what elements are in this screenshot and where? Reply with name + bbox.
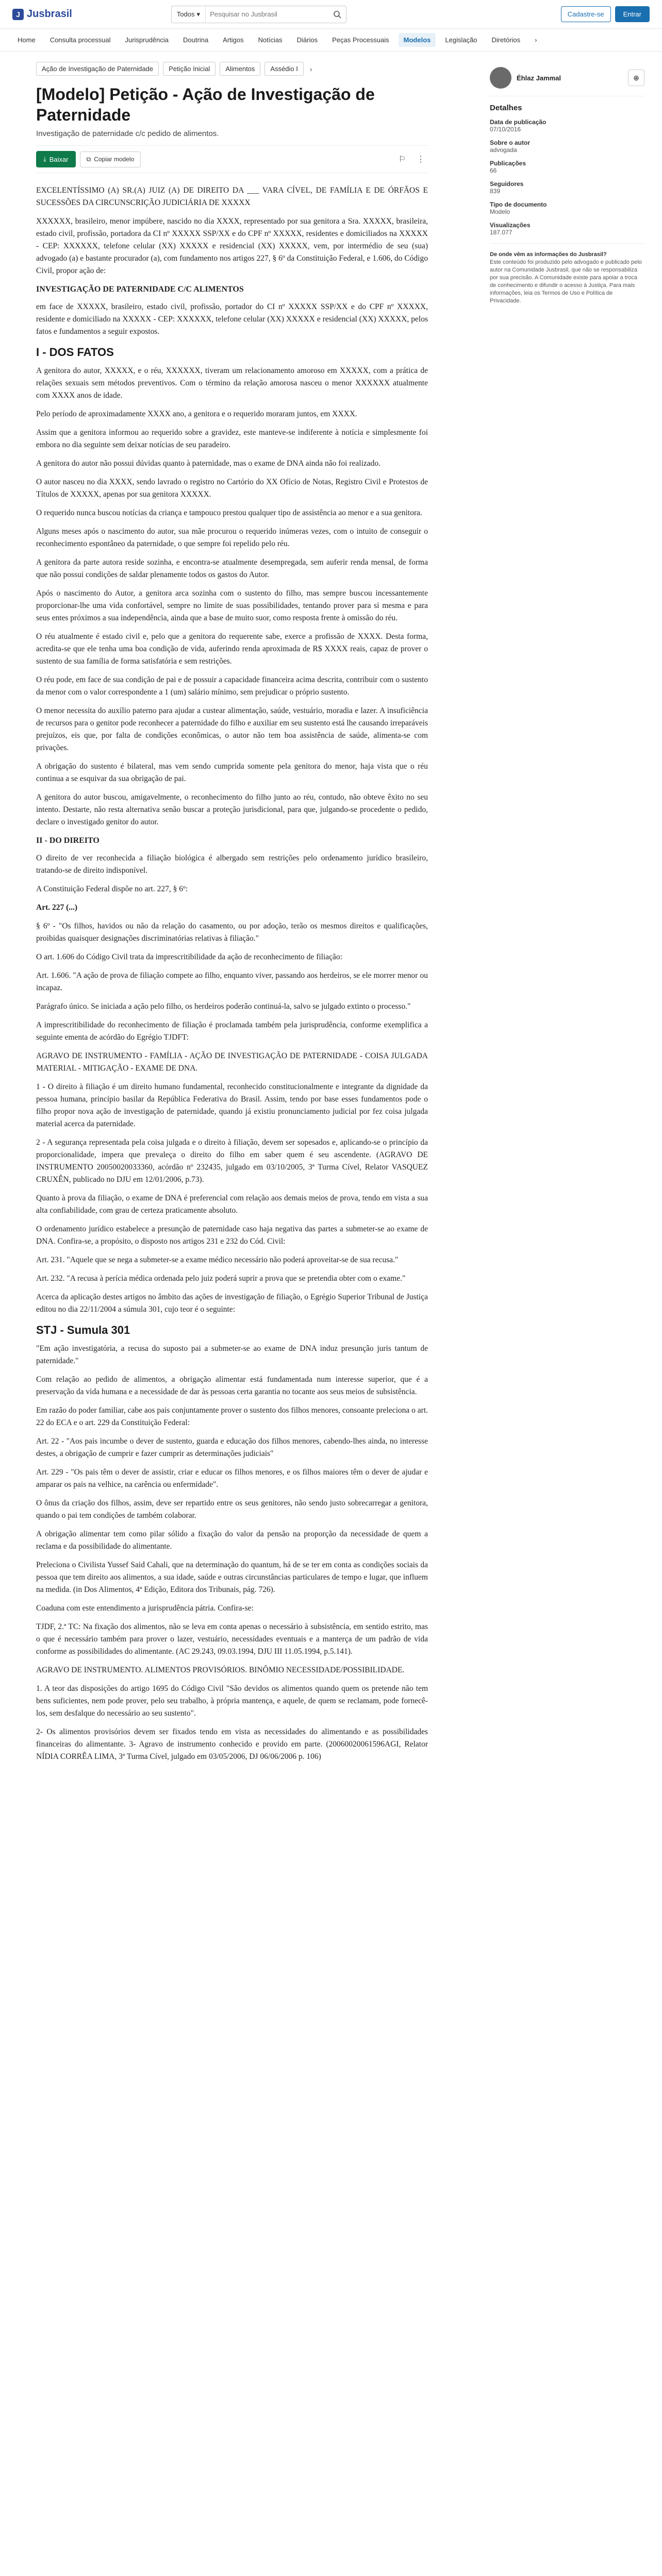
bookmark-icon[interactable]: ⚐ xyxy=(398,155,406,164)
author-card xyxy=(490,67,644,89)
doc-heading: INVESTIGAÇÃO DE PATERNIDADE C/C ALIMENTOS xyxy=(36,285,244,294)
doc-paragraph: Alguns meses após o nascimento do autor, sua mãe procurou o requerido inúmeras vezes, com o intuito de conseguir o reconhecimento espontâneo da paternidade, o que sempre foi repelido pelo réu. xyxy=(36,527,428,548)
download-icon: ⤓ xyxy=(43,155,46,163)
nav-item[interactable]: Notícias xyxy=(258,36,283,44)
doc-paragraph: A genitora da parte autora reside sozinha, e encontra-se atualmente desempregada, sem auferir renda mensal, de forma que não possui condições de saldar plenamente todos os gastos do Autor. xyxy=(36,558,428,579)
brand-name: Jusbrasil xyxy=(27,8,72,20)
doc-paragraph: em face de XXXXX, brasileiro, estado civil, profissão, portador do CI nº XXXXX SSP/XX e do CPF nº XXXXX, residente e domiciliado na XXXXX - CEP: XXXXXX, telefone celular (XX) XXXXX e residencial (XX) XXXXX, pelos fatos e fundamentos a seguir expostos. xyxy=(36,302,428,336)
main-nav xyxy=(0,29,662,52)
detail-label: Data de publicação xyxy=(490,118,547,126)
doc-paragraph: Art. 1.606. "A ação de prova de filiação compete ao filho, enquanto viver, passando aos herdeiros, se ele morrer menor ou incapaz. xyxy=(36,971,428,992)
doc-paragraph: TJDF, 2.ª TC: Na fixação dos alimentos, não se leva em conta apenas o necessário à subsistência, em sentido estrito, mas o que é necessário também para prover o lazer, vestuário, necessidades eventuais e a manterça de um padrão de vida conforme as possibilidades do alimentante. (AC 29.243, 09.03.1994, DJU III 11.05.1994, p.5.141). xyxy=(36,1622,428,1656)
nav-item[interactable]: Modelos xyxy=(399,33,436,47)
doc-paragraph: Quanto à prova da filiação, o exame de DNA é preferencial com relação aos demais meios de prova, tendo em vista a sua alta confiabilidade, com grau de certeza praticamente absoluto. xyxy=(36,1194,428,1215)
detail-value: 187.077 xyxy=(490,229,512,236)
page-subtitle: Investigação de paternidade c/c pedido de alimentos. xyxy=(36,129,219,138)
search-category-select[interactable]: Todos ▾ xyxy=(172,6,206,23)
doc-paragraph: O ordenamento jurídico estabelece a presunção de paternidade caso haja negativa das partes a submeter-se ao exame de DNA. Confira-se, a propósito, o disposto nos artigos 231 e 232 do Cód. Civil: xyxy=(36,1225,428,1246)
doc-paragraph: O autor nasceu no dia XXXX, sendo lavrado o registro no Cartório do XX Ofício de Notas, Registro Civil e Protestos de Títulos de XXXXX, apenas por sua genitora XXXXX. xyxy=(36,478,428,499)
doc-paragraph: O menor necessita do auxílio paterno para ajudar a custear alimentação, saúde, vestuário, moradia e lazer. A insuficiência de recursos para o genitor pode reconhecer a paternidade do filho e auxiliar em seu sustento está lhe causando irreparáveis prejuízos, eis que, por falta de condições econômicas, o autor não tem boa assistência de saúde, alimenta-se com privações. xyxy=(36,706,428,752)
doc-paragraph: 1 - O direito à filiação é um direito humano fundamental, reconhecido constitucionalmente e integrante da dignidade da pessoa humana, princípio basilar da República Federativa do Brasil. Assim, tendo por base esses fundamentos pode o filho propor nova ação de investigação de paternidade, quando já existiu pronunciamento judicial por fez coisa julgada material acerca da paternidade. xyxy=(36,1082,428,1128)
doc-section-heading: I - DOS FATOS xyxy=(36,346,114,359)
doc-heading: II - DO DIREITO xyxy=(36,836,100,845)
doc-paragraph: AGRAVO DE INSTRUMENTO - FAMÍLIA - AÇÃO DE INVESTIGAÇÃO DE PATERNIDADE - COISA JULGADA MATERIAL - MITIGAÇÃO - EXAME DE DNA. xyxy=(36,1052,428,1073)
doc-paragraph: O requerido nunca buscou notícias da criança e tampouco prestou qualquer tipo de assistência ao menor e a sua genitora. xyxy=(36,509,422,517)
detail-value: Modelo xyxy=(490,208,510,215)
doc-paragraph: A Constituição Federal dispõe no art. 227, § 6º: xyxy=(36,885,188,893)
doc-paragraph: Art. 22 - "Aos pais incumbe o dever de sustento, guarda e educação dos filhos menores, cabendo-lhes ainda, no interesse destes, a obrigação de cumprir e fazer cumprir as determinações judiciais" xyxy=(36,1437,428,1458)
detail-label: Sobre o autor xyxy=(490,139,531,146)
sidebar xyxy=(490,62,644,1769)
info-note-body: Este conteúdo foi produzido pelo advogado e publicado pelo autor na Comunidade Jusbrasil, que não se responsabiliza por sua precisão. A Comunidade existe para apoiar a troca de conhecimento e difundir o acesso à Justiça. Para mais informações, leia os Termos de Uso e Política de Privacidade. xyxy=(490,259,642,304)
doc-paragraph: A genitora do autor não possui dúvidas quanto à paternidade, mas o exame de DNA ainda não foi realizado. xyxy=(36,459,381,468)
nav-item[interactable]: Artigos xyxy=(223,36,244,44)
author-name[interactable]: Éhlaz Jammal xyxy=(517,74,561,82)
nav-item[interactable]: Doutrina xyxy=(183,36,209,44)
document-body xyxy=(36,184,428,1763)
doc-paragraph: A imprescritibilidade do reconhecimento de filiação é proclamada também pela jurisprudência, conforme exemplifica a seguinte ementa de acórdão do Egrégio TJDFT: xyxy=(36,1021,428,1042)
detail-label: Visualizações xyxy=(490,222,531,229)
doc-paragraph: Acerca da aplicação destes artigos no âmbito das ações de investigação de filiação, o Egrégio Superior Tribunal de Justiça editou no dia 22/11/2004 a súmula 301, cujo teor é o seguinte: xyxy=(36,1293,428,1314)
search-box xyxy=(171,6,346,23)
add-user-icon: ⊕ xyxy=(633,73,639,82)
tag-item[interactable]: Alimentos xyxy=(220,62,260,76)
subscribe-button[interactable]: Cadastre-se xyxy=(561,6,611,22)
search-icon[interactable] xyxy=(328,6,346,23)
doc-paragraph: XXXXXX, brasileiro, menor impúbere, nascido no dia XXXX, representado por sua genitora a Sra. XXXXX, brasileira, estado civil, profissão, portadora da CI nº XXXXX SSP/XX e do CPF nº XXXXX, residentes e domiciliados na XXXXX - CEP: XXXXXX, telefone celular (XX) XXXXX e residencial (XX) XXXXX, vem, por intermédio de seu (sua) advogado (a) e bastante procurador (a), com fundamento nos artigos 227, § 6º da Constituição Federal, e 1.606, do Código Civil, propor ação de: xyxy=(36,217,428,275)
tag-item[interactable]: Petição Inicial xyxy=(163,62,216,76)
tag-item[interactable]: Ação de Investigação de Paternidade xyxy=(36,62,159,76)
search-input[interactable] xyxy=(206,10,328,18)
doc-section-heading: STJ - Sumula 301 xyxy=(36,1324,130,1336)
doc-paragraph: Em razão do poder familiar, cabe aos pais conjuntamente prover o sustento dos filhos menores, consoante preleciona o art. 22 do ECA e o art. 229 da Constituição Federal: xyxy=(36,1406,428,1427)
doc-paragraph: Coaduna com este entendimento a jurisprudência pátria. Confira-se: xyxy=(36,1604,254,1613)
chevron-down-icon: ▾ xyxy=(196,10,201,18)
top-actions xyxy=(561,6,650,22)
doc-paragraph: Assim que a genitora informou ao requerido sobre a gravidez, este manteve-se indiferente à notícia e simplesmente foi embora no dia seguinte sem deixar notícias de seu paradeiro. xyxy=(36,428,428,449)
brand-icon: J xyxy=(12,9,24,20)
detail-value: advogada xyxy=(490,146,517,154)
chevron-right-icon[interactable]: › xyxy=(309,64,312,73)
doc-paragraph: A obrigação do sustento é bilateral, mas vem sendo cumprida somente pela genitora do menor, haja vista que o réu continua a se esquivar da sua obrigação de pai. xyxy=(36,762,428,783)
info-note xyxy=(490,251,644,305)
detail-label: Tipo de documento xyxy=(490,201,547,208)
doc-paragraph: O réu atualmente é estado civil e, pelo que a genitora do requerente sabe, exerce a profissão de XXXX. Desta forma, acredita-se que ele tenha uma boa condição de vida, auferindo renda aproximada de R$ XXXX reais, capaz de prover o sustento de sua família de forma satisfatória e sem restrições. xyxy=(36,632,428,666)
main-content xyxy=(36,62,428,1769)
doc-paragraph: Parágrafo único. Se iniciada a ação pelo filho, os herdeiros poderão continuá-la, salvo se julgado extinto o processo." xyxy=(36,1002,411,1011)
divider xyxy=(490,243,644,244)
details-heading: Detalhes xyxy=(490,104,522,112)
follow-button[interactable] xyxy=(628,70,644,86)
tag-list xyxy=(36,62,428,76)
login-button[interactable]: Entrar xyxy=(615,6,650,22)
doc-paragraph: 2- Os alimentos provisórios devem ser fixados tendo em vista as necessidades do alimentando e as possibilidades financeiras do alimentante. 3- Agravo de instrumento conhecido e provido em parte. (20060020061596AGI, Relator NÍDIA CORRÊA LIMA, 3ª Turma Cível, julgado em 03/05/2006, DJ 06/06/2006 p. 106) xyxy=(36,1727,428,1761)
nav-item[interactable]: Jurisprudência xyxy=(125,36,169,44)
doc-paragraph: A genitora do autor buscou, amigavelmente, o reconhecimento do filho junto ao réu, contudo, não obteve êxito no seu intento. Destarte, não resta alternativa senão buscar a proteção jurisdicional, para que, julgando-se procedente o pedido, declare o investigado genitor do autor. xyxy=(36,793,428,826)
detail-value: 07/10/2016 xyxy=(490,126,521,133)
nav-item[interactable]: Legislação xyxy=(445,36,477,44)
copy-button[interactable]: ⧉ Copiar modelo xyxy=(80,151,141,167)
doc-paragraph: EXCELENTÍSSIMO (A) SR.(A) JUIZ (A) DE DIREITO DA ___ VARA CÍVEL, DE FAMÍLIA E DE ÓRFÃOS E SUCESSÕES DA CIRCUNSCRIÇÃO JUDICIÁRIA DE XXXXX xyxy=(36,186,428,207)
doc-paragraph: 2 - A segurança representada pela coisa julgada e o direito à filiação, devem ser sopesados e, aplicando-se o princípio da proporcionalidade, impera que prevaleça o direito do filho em saber quem é seu ascendente. (AGRAVO DE INSTRUMENTO 20050020033360, acórdão nº 232435, julgado em 03/10/2005, 3ª Turma Cível, Relator VASQUEZ CRUXÊN, publicado no DJU em 12/01/2006, p.73). xyxy=(36,1138,428,1184)
doc-paragraph: O ônus da criação dos filhos, assim, deve ser repartido entre os seus genitores, não sendo justo sobrecarregar a genitora, quando o pai tem condições de também colaborar. xyxy=(36,1499,428,1520)
avatar[interactable] xyxy=(490,67,511,89)
detail-value: 839 xyxy=(490,188,501,195)
brand-logo[interactable] xyxy=(12,8,72,20)
page-title: [Modelo] Petição - Ação de Investigação de Paternidade xyxy=(36,85,375,124)
doc-paragraph: "Em ação investigatória, a recusa do suposto pai a submeter-se ao exame de DNA induz presunção juris tantum de paternidade." xyxy=(36,1344,428,1365)
details-list xyxy=(490,118,644,236)
detail-value: 66 xyxy=(490,167,497,174)
detail-label: Publicações xyxy=(490,160,526,167)
nav-item[interactable]: Diretórios xyxy=(491,36,521,44)
doc-paragraph: Art. 227 (...) xyxy=(36,903,78,912)
doc-paragraph: O direito de ver reconhecida a filiação biológica é albergado sem restrições pelo ordenamento jurídico brasileiro, tratando-se de direito indisponível. xyxy=(36,854,428,875)
doc-paragraph: 1. A teor das disposições do artigo 1695 do Código Civil "São devidos os alimentos quando quem os pretende não tem bens suficientes, nem pode prover, pelo seu trabalho, à própria mantença, e aquele, de quem se reclamam, pode fornecê-los, sem desfalque do necessário ao seu sustento". xyxy=(36,1684,428,1718)
doc-paragraph: Preleciona o Civilista Yussef Said Cahali, que na determinação do quantum, há de se ter em conta as condições sociais da pessoa que tem direito aos alimentos, a sua idade, saúde e outras circunstâncias particulares de tempo e lugar, que influem na medida. (in Dos Alimentos, 4ª Edição, Editora dos Tribunais, pág. 726). xyxy=(36,1561,428,1594)
nav-item[interactable]: Consulta processual xyxy=(49,36,111,44)
doc-paragraph: Art. 229 - "Os pais têm o dever de assistir, criar e educar os filhos menores, e os filhos maiores têm o dever de ajudar e amparar os pais na velhice, na carência ou enfermidade". xyxy=(36,1468,428,1489)
nav-item[interactable]: Home xyxy=(18,36,36,44)
doc-paragraph: A genitora do autor, XXXXX, e o réu, XXXXXX, tiveram um relacionamento amoroso em XXXXX, com a prática de relações sexuais sem métodos preventivos. Com o término da relação amorosa nasceu o menor XXXXXX atualmente com XXXX anos de idade. xyxy=(36,366,428,400)
doc-paragraph: O réu pode, em face de sua condição de pai e de possuir a capacidade financeira acima descrita, contribuir com o sustento da menor com o valor correspondente a 1 (um) salário mínimo, sem prejudicar o próprio sustento. xyxy=(36,675,428,697)
document-actions xyxy=(36,145,428,173)
doc-paragraph: Com relação ao pedido de alimentos, a obrigação alimentar está fundamentada num interesse superior, que é a preservação da vida humana e a necessidade de dar às pessoas certa garantia no tocante aos seus meios de subsistência. xyxy=(36,1375,428,1396)
download-button[interactable]: ⤓ Baixar xyxy=(36,151,76,167)
detail-label: Seguidores xyxy=(490,180,524,188)
doc-paragraph: § 6º - "Os filhos, havidos ou não da relação do casamento, ou por adoção, terão os mesmos direitos e qualificações, proibidas quaisquer designações discriminatórias relativas à filiação." xyxy=(36,922,428,943)
nav-item[interactable]: Diários xyxy=(296,36,318,44)
doc-paragraph: Art. 232. "A recusa à perícia médica ordenada pelo juiz poderá suprir a prova que se pretendia obter com o exame." xyxy=(36,1274,406,1283)
nav-item[interactable]: Peças Processuais xyxy=(332,36,389,44)
doc-paragraph: Art. 231. "Aquele que se nega a submeter-se a exame médico necessário não poderá aproveitar-se de sua recusa." xyxy=(36,1256,399,1264)
doc-paragraph: Pelo período de aproximadamente XXXX ano, a genitora e o requerido moraram juntos, em XXXX. xyxy=(36,410,357,418)
doc-paragraph: O art. 1.606 do Código Civil trata da imprescritibilidade da ação de reconhecimento de filiação: xyxy=(36,953,342,961)
top-bar xyxy=(0,0,662,29)
copy-icon: ⧉ xyxy=(86,155,91,163)
doc-paragraph: A obrigação alimentar tem como pilar sólido a fixação do valor da pensão na proporção da necessidade de quem a reclama e da possibilidade do alimentante. xyxy=(36,1530,428,1551)
doc-paragraph: Após o nascimento do Autor, a genitora arca sozinha com o sustento do filho, mas sempre buscou incessantemente proporcionar-lhe uma vida confortável, sempre no limite de suas possibilidades, tentando prover para si mesma e para seus entes próximos a sua independência, ainda que a base de muito suor, como resposta frente à omissão do réu. xyxy=(36,589,428,622)
chevron-right-icon[interactable]: › xyxy=(535,36,537,44)
more-options-icon[interactable]: ⋮ xyxy=(417,155,425,164)
tag-item[interactable]: Assédio I xyxy=(264,62,303,76)
doc-paragraph: AGRAVO DE INSTRUMENTO. ALIMENTOS PROVISÓRIOS. BINÔMIO NECESSIDADE/POSSIBILIDADE. xyxy=(36,1666,405,1674)
info-note-title: De onde vêm as informações do Jusbrasil? xyxy=(490,251,607,258)
